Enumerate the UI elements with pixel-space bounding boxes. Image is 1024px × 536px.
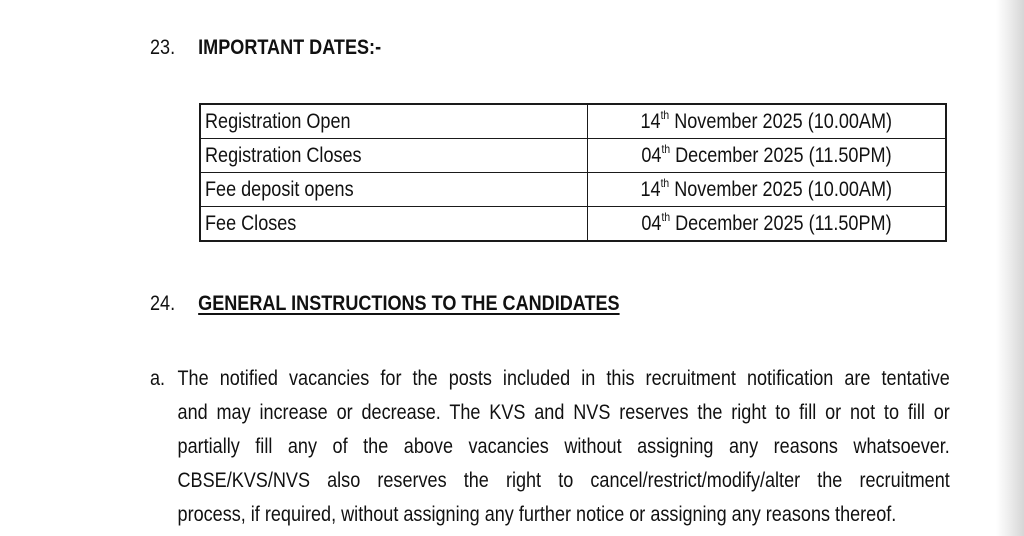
date-day-suffix: th xyxy=(660,107,670,122)
section-number: 23. xyxy=(150,36,176,59)
date-label-cell xyxy=(200,173,588,207)
instruction-a xyxy=(150,362,950,532)
date-label: Registration Closes xyxy=(205,143,362,167)
date-day-suffix: th xyxy=(661,209,671,224)
table-row xyxy=(200,104,946,139)
instruction-line: The notified vacancies for the posts included in this recruitment notification are tentative xyxy=(177,367,950,390)
date-label-cell xyxy=(200,139,588,173)
date-day: 14 xyxy=(640,177,661,201)
section-title: GENERAL INSTRUCTIONS TO THE CANDIDATES xyxy=(198,292,620,315)
table-row xyxy=(200,139,946,173)
instruction-line: CBSE/KVS/NVS also reserves the right to cancel/restrict/modify/alter the recruitment xyxy=(177,469,950,492)
instruction-line: partially fill any of the above vacancies without assigning any reasons whatsoever. xyxy=(177,435,950,458)
date-day-suffix: th xyxy=(660,175,670,190)
date-label: Fee deposit opens xyxy=(205,177,354,201)
date-day: 04 xyxy=(641,211,662,235)
instruction-line: and may increase or decrease. The KVS and NVS reserves the right to fill or not to fill or xyxy=(177,401,950,424)
instruction-text xyxy=(178,362,950,532)
instruction-line: process, if required, without assigning any further notice or assigning any reasons thereof. xyxy=(177,503,897,526)
table-row xyxy=(200,207,946,242)
table-row xyxy=(200,173,946,207)
date-value-cell xyxy=(588,104,947,139)
date-rest: November 2025 (10.00AM) xyxy=(669,109,893,133)
date-value-cell xyxy=(588,173,947,207)
date-label-cell xyxy=(200,104,588,139)
date-value-cell xyxy=(588,207,947,242)
date-value-cell xyxy=(588,139,947,173)
date-day: 14 xyxy=(640,109,661,133)
section-23-heading xyxy=(150,36,381,60)
list-marker: a. xyxy=(150,367,166,390)
date-rest: December 2025 (11.50PM) xyxy=(670,143,892,167)
important-dates-table xyxy=(199,103,947,242)
page-edge-shadow xyxy=(996,0,1024,536)
section-number: 24. xyxy=(150,292,176,315)
date-rest: November 2025 (10.00AM) xyxy=(669,177,893,201)
section-title: IMPORTANT DATES:- xyxy=(198,36,382,59)
date-label: Registration Open xyxy=(205,109,351,133)
date-rest: December 2025 (11.50PM) xyxy=(670,211,892,235)
section-24-heading xyxy=(150,292,620,316)
date-label: Fee Closes xyxy=(205,211,297,235)
date-day-suffix: th xyxy=(661,141,671,156)
date-label-cell xyxy=(200,207,588,242)
date-day: 04 xyxy=(641,143,662,167)
